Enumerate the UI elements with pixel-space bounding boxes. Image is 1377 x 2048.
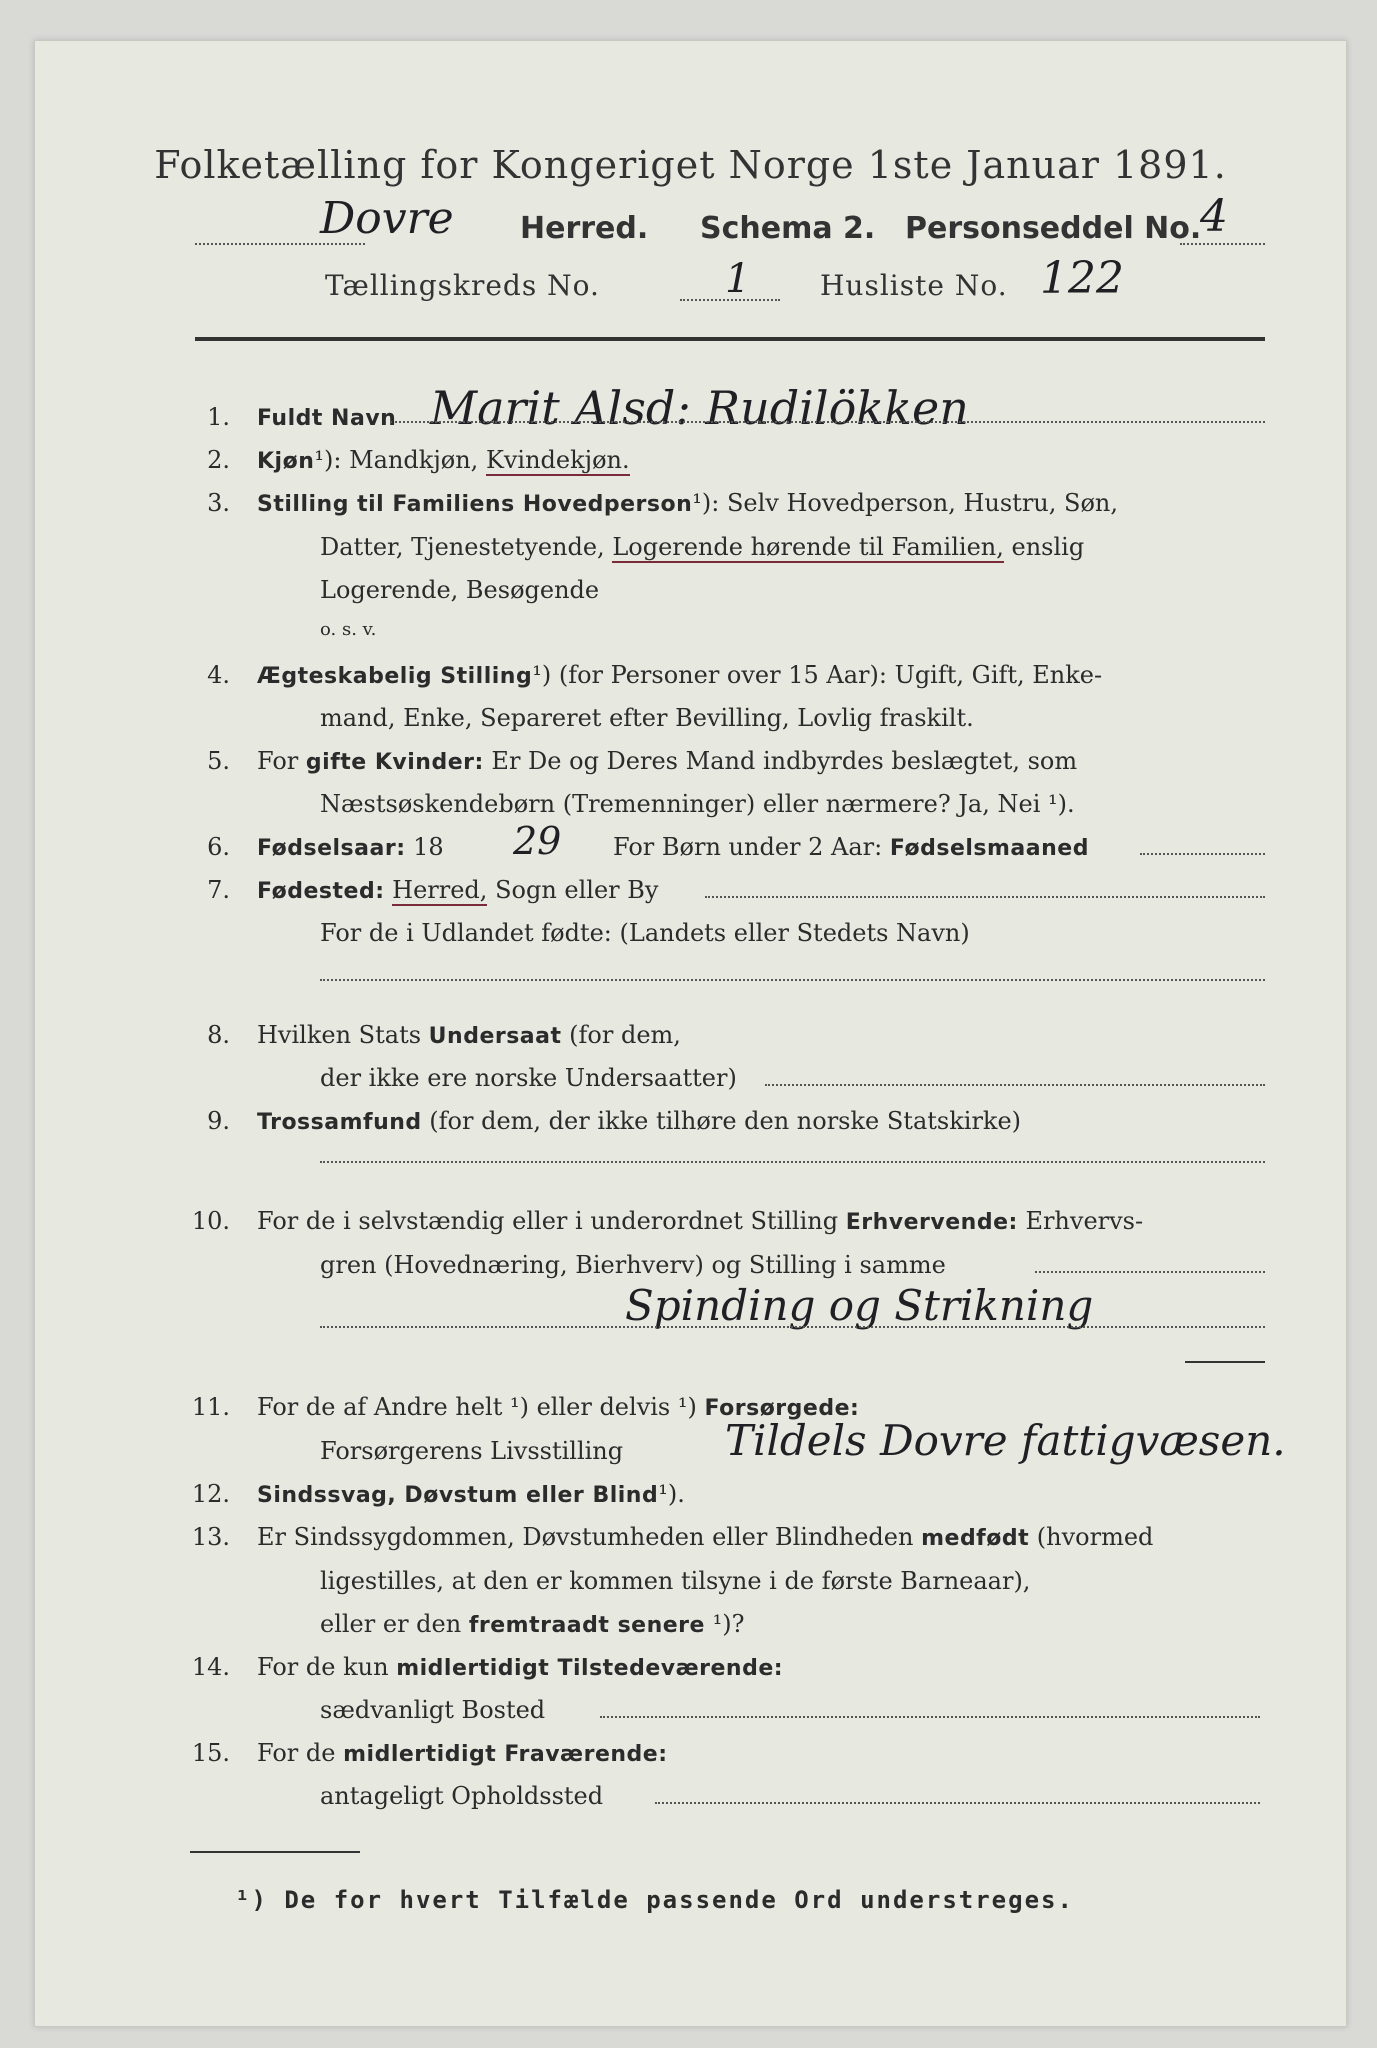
birth-month-dotted-line xyxy=(1140,853,1265,855)
item-occupation xyxy=(257,1207,1143,1235)
later-onset-label: fremtraadt senere xyxy=(468,1613,705,1638)
occupation-label: Erhvervende: xyxy=(845,1210,1018,1235)
item-citizenship xyxy=(257,1021,681,1049)
probable-residence-label: antageligt Opholdssted xyxy=(320,1782,604,1810)
full-name-dotted-line xyxy=(390,421,1265,423)
marital-status-options: ¹) (for Personer over 15 Aar): Ugift, Gift, Enke- xyxy=(532,661,1103,689)
married-women-pre: For xyxy=(257,747,299,775)
item-number: 5. xyxy=(207,747,230,775)
herred-label: Herred. xyxy=(520,211,649,246)
religion-label: Trossamfund xyxy=(257,1110,422,1135)
family-position-line2 xyxy=(320,533,1265,561)
item-number: 7. xyxy=(207,876,230,904)
form-title: Folketælling for Kongeriget Norge 1ste Januar 1891. xyxy=(154,143,1227,187)
item-number: 6. xyxy=(207,833,230,861)
item-number: 12. xyxy=(191,1480,230,1508)
citizenship-label: Undersaat xyxy=(428,1024,562,1049)
item-number: 1. xyxy=(207,403,230,431)
item-birth-year xyxy=(257,833,444,861)
item-temporary-present xyxy=(257,1653,783,1681)
birth-month-label: Fødselsmaaned xyxy=(889,836,1089,861)
sex-selected-female: Kvindekjøn. xyxy=(485,446,630,474)
marital-status-line2: mand, Enke, Separeret efter Bevilling, Lovlig fraskilt. xyxy=(320,704,974,732)
personseddel-value: 4 xyxy=(1200,191,1228,242)
religion-question: (for dem, der ikke tilhøre den norske Statskirke) xyxy=(429,1107,1022,1135)
item-number: 10. xyxy=(191,1207,230,1235)
usual-residence-label: sædvanligt Bosted xyxy=(320,1696,546,1724)
dependents-line2: Forsørgerens Livsstilling xyxy=(320,1437,624,1465)
birth-month-pre: For Børn under 2 Aar: xyxy=(613,833,883,861)
full-name-label: Fuldt Navn xyxy=(257,406,397,431)
citizenship-pre: Hvilken Stats xyxy=(257,1021,422,1049)
birthplace-dotted-line-2 xyxy=(320,979,1265,981)
item-full-name xyxy=(257,403,396,431)
personseddel-label: Personseddel No. xyxy=(905,211,1202,246)
congenital-line3 xyxy=(320,1610,744,1638)
item-number: 3. xyxy=(207,489,230,517)
husliste-value: 122 xyxy=(1040,253,1124,304)
item-number: 11. xyxy=(191,1393,230,1421)
sex-label: Kjøn xyxy=(257,449,315,474)
family-position-line3: Logerende, Besøgende xyxy=(320,576,600,604)
item-marital-status xyxy=(257,661,1102,689)
married-women-line2: Næstsøskendebørn (Tremenninger) eller nærmere? Ja, Nei ¹). xyxy=(320,790,1075,818)
header-rule xyxy=(195,337,1265,341)
congenital-rest: (hvormed xyxy=(1036,1523,1154,1551)
disability-label: Sindssvag, Døvstum eller Blind xyxy=(257,1483,659,1508)
temporary-absent-pre: For de xyxy=(257,1739,336,1767)
occupation-end-rule xyxy=(1185,1361,1265,1363)
congenital-pre: Er Sindssygdommen, Døvstumheden eller Blindheden xyxy=(257,1523,914,1551)
item-number: 4. xyxy=(207,661,230,689)
birth-year-prefix: 18 xyxy=(413,833,444,861)
married-women-question: Er De og Deres Mand indbyrdes beslægtet, som xyxy=(491,747,1078,775)
item-family-position xyxy=(257,489,1118,517)
dependents-pre: For de af Andre helt ¹) eller delvis ¹) xyxy=(257,1393,697,1421)
full-name-value: Marit Alsd: Rudilökken xyxy=(430,381,969,435)
item-temporary-absent xyxy=(257,1739,668,1767)
footnote-rule xyxy=(190,1851,360,1853)
item-congenital xyxy=(257,1523,1153,1551)
occupation-value: Spinding og Strikning xyxy=(625,1281,1094,1330)
item-birthplace xyxy=(257,876,658,904)
congenital-label: medfødt xyxy=(921,1526,1030,1551)
item-married-women xyxy=(257,747,1077,775)
item-religion xyxy=(257,1107,1021,1135)
occupation-dotted-line xyxy=(1035,1271,1265,1273)
item-disability xyxy=(257,1480,685,1508)
husliste-label: Husliste No. xyxy=(820,269,1008,302)
item-number: 15. xyxy=(191,1739,230,1767)
religion-dotted-line xyxy=(320,1161,1265,1163)
item-number: 14. xyxy=(191,1653,230,1681)
census-form-sheet xyxy=(34,40,1347,2027)
herred-value: Dovre xyxy=(320,193,454,244)
birth-year-value: 29 xyxy=(513,819,562,863)
occupation-line2: gren (Hovednæring, Bierhverv) og Stilling i samme xyxy=(320,1251,946,1279)
family-position-selected: Logerende hørende til Familien, xyxy=(612,533,1004,561)
sex-options: ¹): Mandkjøn, xyxy=(314,446,479,474)
item-number: 13. xyxy=(191,1523,230,1551)
citizenship-line2: der ikke ere norske Undersaatter) xyxy=(320,1064,737,1092)
family-position-line4: o. s. v. xyxy=(320,619,377,640)
item-number: 8. xyxy=(207,1021,230,1049)
temporary-present-pre: For de kun xyxy=(257,1653,389,1681)
kreds-value: 1 xyxy=(725,256,751,302)
footnote: ¹) De for hvert Tilfælde passende Ord understreges. xyxy=(235,1886,1074,1914)
item-number: 2. xyxy=(207,446,230,474)
temporary-present-label: midlertidigt Tilstedeværende: xyxy=(396,1656,784,1681)
birthplace-label: Fødested: xyxy=(257,879,385,904)
occupation-pre: For de i selvstændig eller i underordnet Stilling xyxy=(257,1207,839,1235)
congenital-line2: ligestilles, at den er kommen tilsyne i de første Barneaar), xyxy=(320,1567,1031,1595)
married-women-label: gifte Kvinder: xyxy=(305,750,484,775)
temporary-absent-label: midlertidigt Fraværende: xyxy=(343,1742,668,1767)
item-sex xyxy=(257,446,630,474)
occupation-rest: Erhvervs- xyxy=(1025,1207,1144,1235)
probable-residence-dotted-line xyxy=(655,1802,1260,1804)
birthplace-line2: For de i Udlandet fødte: (Landets eller Stedets Navn) xyxy=(320,919,970,947)
kreds-dotted-line xyxy=(680,299,780,301)
dependents-value: Tildels Dovre fattigvæsen. xyxy=(725,1416,1286,1465)
schema-label: Schema 2. xyxy=(700,211,876,246)
birthplace-selected: Herred, xyxy=(392,876,488,904)
congenital-line3-pre: eller er den xyxy=(320,1610,462,1638)
birthplace-dotted-line xyxy=(705,896,1265,898)
disability-rest: ¹). xyxy=(658,1480,685,1508)
birth-year-label: Fødselsaar: xyxy=(257,836,406,861)
family-position-options-3: enslig xyxy=(1011,533,1085,561)
congenital-line3-post: ¹)? xyxy=(712,1610,745,1638)
birth-month-question xyxy=(613,833,1089,861)
dependents-label: Forsørgede: xyxy=(704,1396,860,1421)
kreds-label: Tællingskreds No. xyxy=(325,269,600,302)
personseddel-dotted-line xyxy=(1180,243,1265,245)
occupation-dotted-line-2 xyxy=(320,1326,1265,1328)
usual-residence-dotted-line xyxy=(600,1716,1260,1718)
marital-status-label: Ægteskabelig Stilling xyxy=(257,664,533,689)
birthplace-options: Sogn eller By xyxy=(495,876,659,904)
family-position-options-2: Datter, Tjenestetyende, xyxy=(320,533,605,561)
citizenship-dotted-line xyxy=(765,1084,1265,1086)
family-position-options: ¹): Selv Hovedperson, Hustru, Søn, xyxy=(692,489,1118,517)
item-number: 9. xyxy=(207,1107,230,1135)
family-position-label: Stilling til Familiens Hovedperson xyxy=(257,492,693,517)
citizenship-rest: (for dem, xyxy=(569,1021,681,1049)
